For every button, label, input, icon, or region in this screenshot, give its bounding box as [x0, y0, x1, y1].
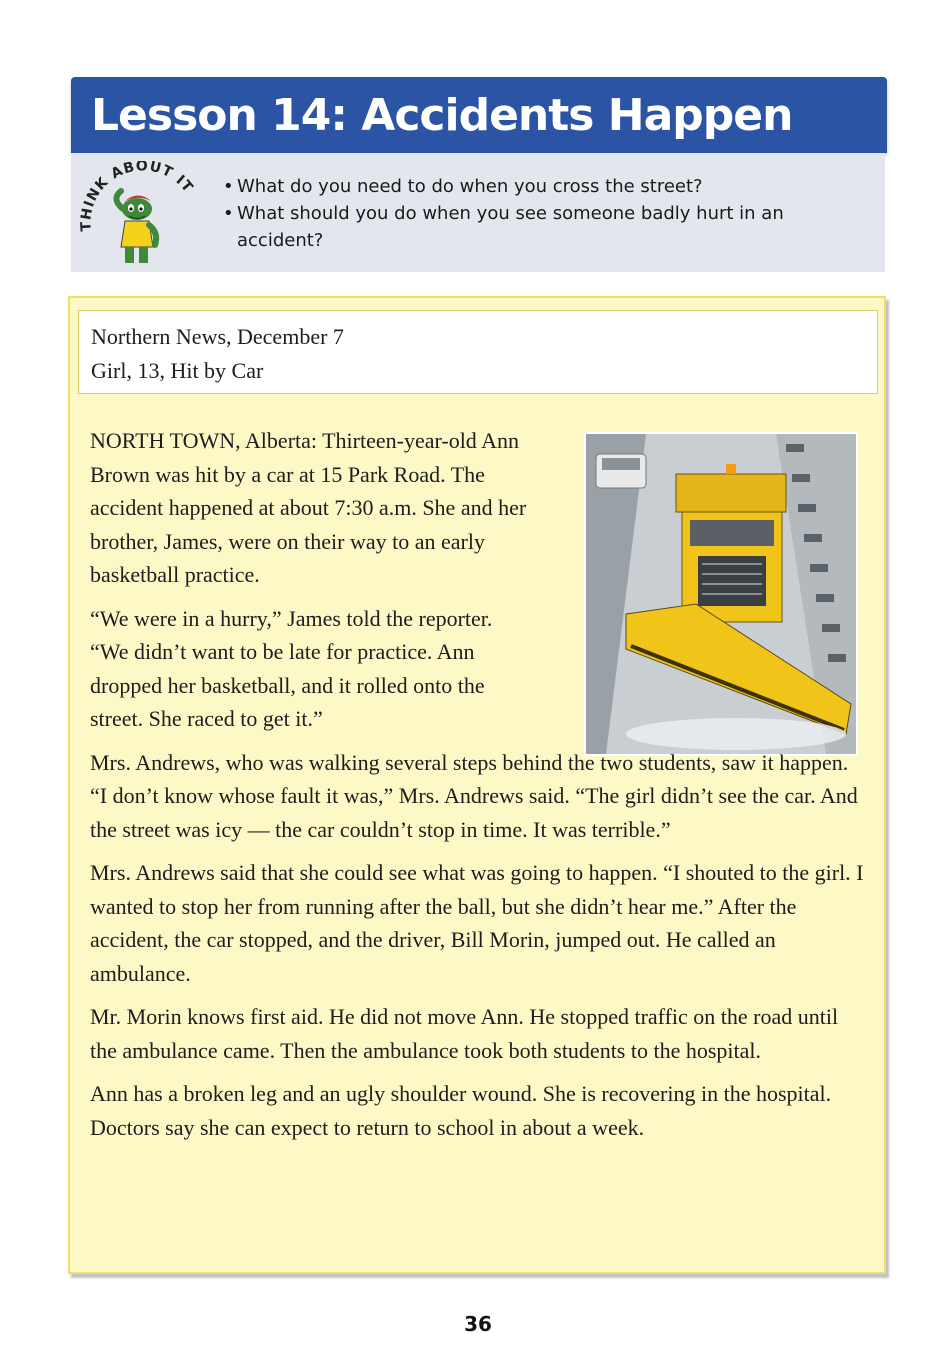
think-about-it-panel [71, 153, 885, 272]
article-paragraph: NORTH TOWN, Alberta: Thirteen-year-old Ann Brown was hit by a car at 15 Park Road. The accident happened at about 7:30 a.m. She and her brother, James, were on their way to an early basketball practice. [90, 428, 527, 587]
lesson-header [71, 77, 887, 153]
dateline-box [78, 310, 878, 394]
article-paragraph: “We were in a hurry,” James told the reporter. “We didn’t want to be late for practice. Ann dropped her basketball, and it rolled onto the street. She raced to get it.” [90, 605, 493, 731]
article-paragraph: Mrs. Andrews said that she could see what was going to happen. “I shouted to the girl. I wanted to stop her from running after the ball, but she didn’t hear me.” After the accident, the car stopped, and the driver, Bill Morin, jumped out. He called an ambulance. [90, 860, 864, 986]
article-paragraph: Ann has a broken leg and an ugly shoulder wound. She is recovering in the hospital. Doctors say she can expect to return to school in about a week. [90, 1081, 832, 1140]
think-question: • What do you need to do when you cross the street? [223, 173, 863, 200]
think-about-it-label: THINK ABOUT IT [78, 161, 197, 232]
article-paragraph: Mr. Morin knows first aid. He did not move Ann. He stopped traffic on the road until the ambulance came. Then the ambulance took both students to the hospital. [90, 1004, 839, 1063]
page-number: 36 [464, 1312, 492, 1336]
think-question: • What should you do when you see someone badly hurt in an accident? [223, 200, 863, 254]
news-story-box [68, 296, 886, 1274]
news-headline: Girl, 13, Hit by Car [91, 358, 264, 383]
article-paragraph: Mrs. Andrews, who was walking several steps behind the two students, saw it happen. “I don’t know whose fault it was,” Mrs. Andrews said. “The girl didn’t see the car. And the street was icy — the car couldn’t stop in time. It was terrible.” [90, 749, 858, 842]
think-about-it-mascot-icon [77, 161, 205, 269]
article-body [90, 424, 870, 1154]
news-source: Northern News, December 7 [91, 324, 344, 349]
lesson-title: Lesson 14: Accidents Happen [91, 90, 793, 141]
think-about-it-questions [223, 173, 863, 254]
